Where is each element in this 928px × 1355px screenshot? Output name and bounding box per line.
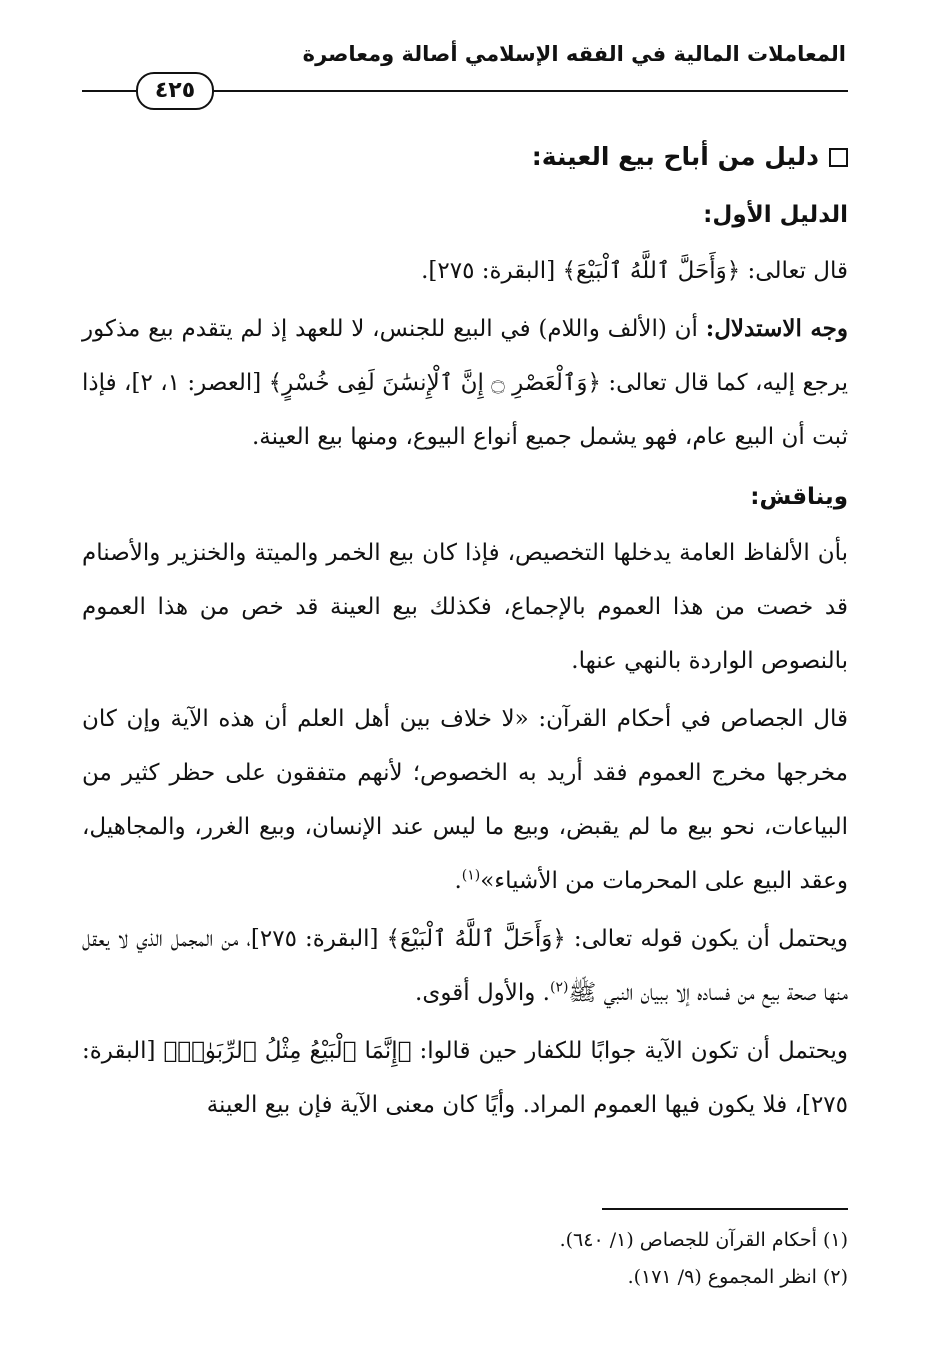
footnotes [82, 1222, 848, 1296]
verse-paragraph: قال تعالى: ﴿وَأَحَلَّ ٱللَّهُ ٱلْبَيْعَ﴾ [البقرة: ٢٧٥]. [421, 258, 848, 284]
square-bullet-icon [829, 148, 848, 167]
possibility-text-1: ويحتمل أن يكون قوله تعالى: ﴿وَأَحَلَّ ٱللَّهُ ٱلْبَيْعَ﴾ [البقرة: ٢٧٥]، من المجمل الذي لا يعقل منها صحة بيع من فساده إلا ببيان النبي ﷺ [82, 926, 848, 1006]
possibility-paragraph-1 [82, 912, 848, 1020]
section-heading [82, 128, 848, 186]
running-header-title: المعاملات المالية في الفقه الإسلامي أصالة ومعاصرة [302, 42, 846, 66]
first-proof-heading: الدليل الأول: [703, 202, 848, 228]
footnote-divider [602, 1208, 848, 1210]
main-text [82, 128, 848, 1136]
page-number-badge: ٤٢٥ [136, 72, 214, 110]
section-heading-text: دليل من أباح بيع العينة: [531, 142, 819, 171]
footnote-item: (٢) انظر المجموع (٩/ ١٧١). [627, 1266, 848, 1288]
reasoning-paragraph [82, 302, 848, 464]
possibility-tail-1: . والأول أقوى. [415, 980, 550, 1006]
discussion-heading: ويناقش: [750, 484, 848, 510]
possibility-paragraph-2: ويحتمل أن تكون الآية جوابًا للكفار حين قالوا: ﴿إِنَّمَا ٱلْبَيْعُ مِثْلُ ٱلرِّبَوٰا۟﴾ [البقرة: ٢٧٥]، فلا يكون فيها العموم المراد. وأيًا كان معنى الآية فإن بيع العينة [82, 1038, 848, 1118]
footnote-item: (١) أحكام القرآن للجصاص (١/ ٦٤٠). [559, 1229, 848, 1251]
reasoning-label: وجه الاستدلال: [705, 315, 848, 342]
jassas-text: قال الجصاص في أحكام القرآن: «لا خلاف بين أهل العلم أن هذه الآية وإن كان مخرجها مخرج العموم فقد أريد به الخصوص؛ لأنهم متفقون على حظر كثير من البياعات، نحو بيع ما لم يقبض، وبيع ما ليس عند الإنسان، وبيع الغرر، والمجاهيل، وعقد البيع على المحرمات من الأشياء» [82, 706, 848, 894]
footnote-ref-1[interactable]: (١) [461, 867, 481, 884]
footnote-ref-2[interactable]: (٢) [550, 979, 569, 996]
discussion-paragraph: بأن الألفاظ العامة يدخلها التخصيص، فإذا كان بيع الخمر والميتة والخنزير والأصنام قد خصت من هذا العموم بالإجماع، فكذلك بيع العينة قد خص من هذا العموم بالنصوص الواردة بالنهي عنها. [82, 540, 848, 674]
jassas-paragraph: قال الجصاص في أحكام القرآن: «لا خلاف بين أهل العلم أن هذه الآية وإن كان مخرجها مخرج العموم فقد أريد به الخصوص؛ لأنهم متفقون على حظر كثير من البياعات، نحو بيع ما لم يقبض، وبيع ما ليس عند الإنسان، وبيع الغرر، والمجاهيل، وعقد البيع على المحرمات من الأشياء»$^{(١)}$. [82, 706, 848, 894]
reasoning-text: أن (الألف واللام) في البيع للجنس، لا للعهد إذ لم يتقدم بيع مذكور يرجع إليه، كما قال تعالى: ﴿وَٱلْعَصْرِ ۝ إِنَّ ٱلْإِنسَٰنَ لَفِى خُسْرٍ﴾ [العصر: ١، ٢]، فإذا ثبت أن البيع عام، فهو يشمل جميع أنواع البيوع، ومنها بيع العينة. [82, 316, 848, 450]
